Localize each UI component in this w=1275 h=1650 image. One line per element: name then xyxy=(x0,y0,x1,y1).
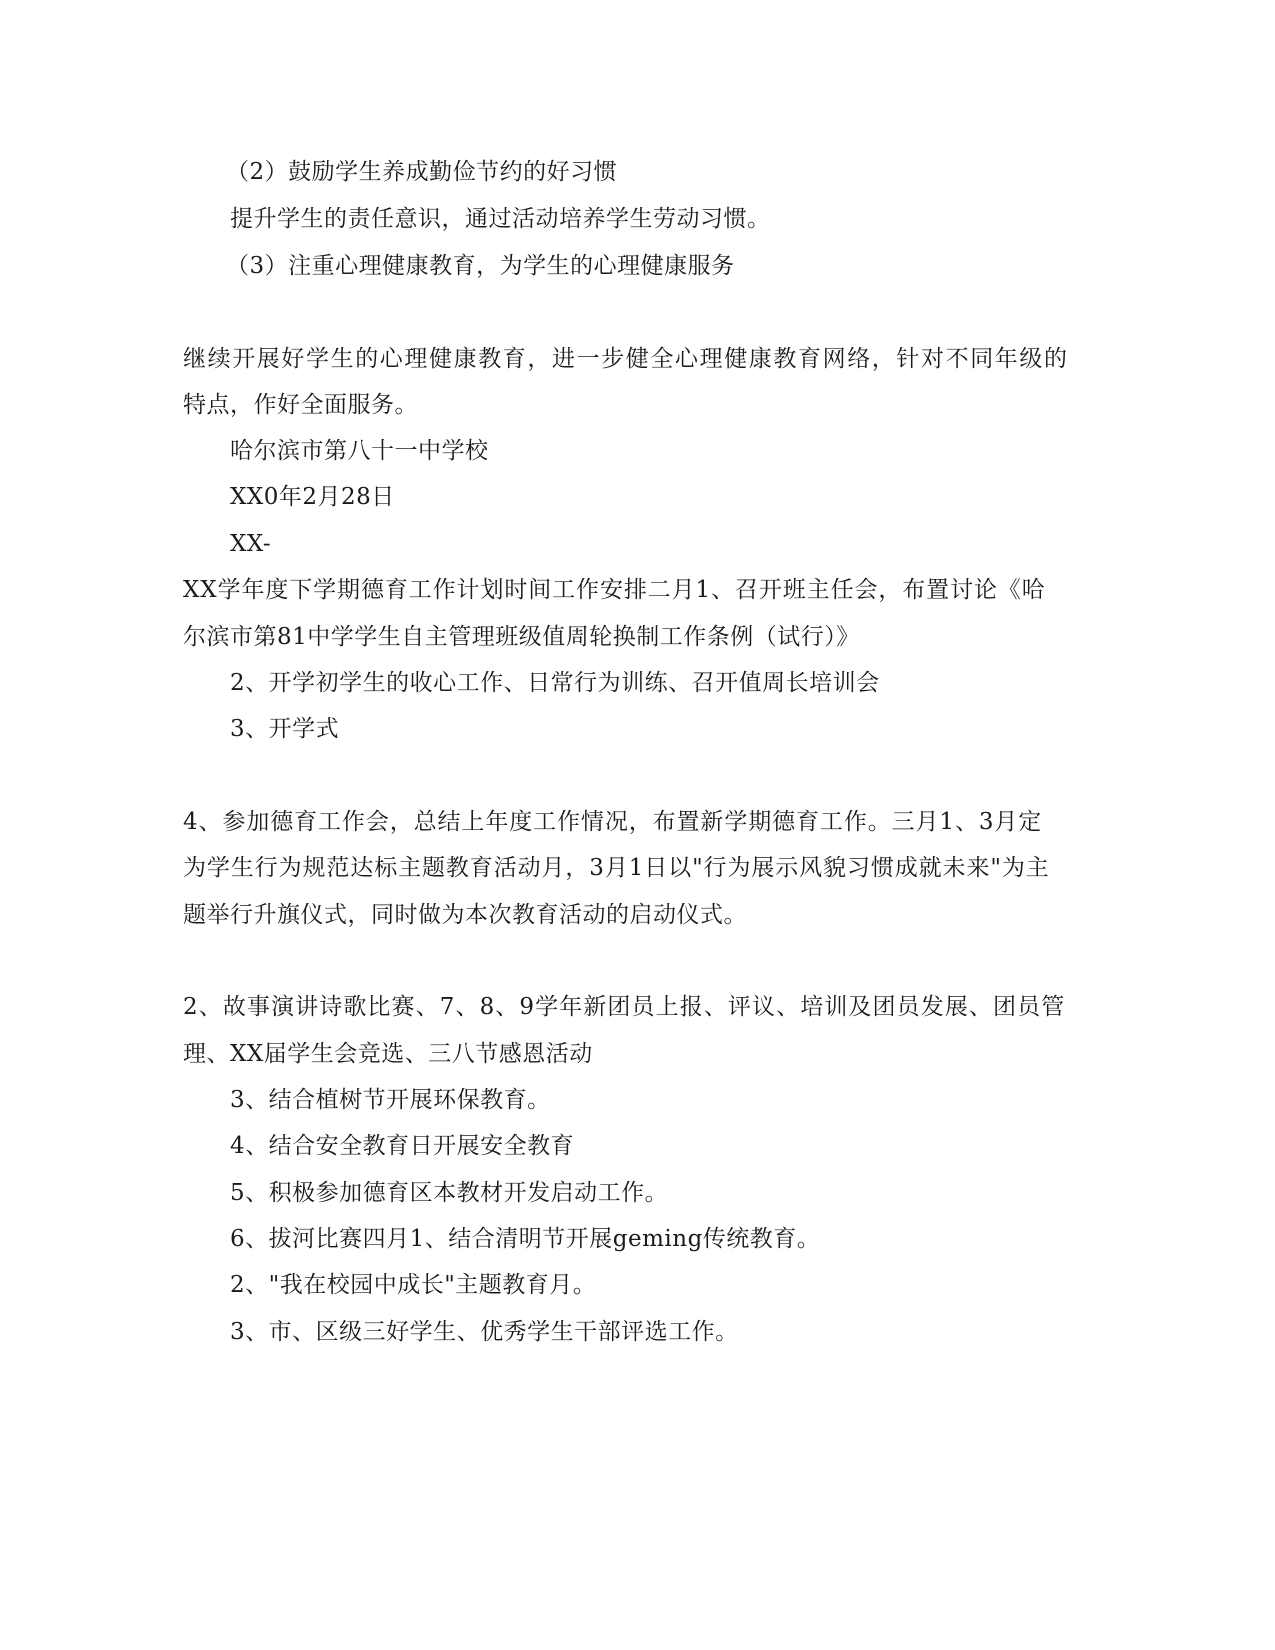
list-item: 3、开学式 xyxy=(230,716,340,742)
list-item: 3、结合植树节开展环保教育。 xyxy=(230,1087,551,1113)
item-mental-health: （3）注重心理健康教育，为学生的心理健康服务 xyxy=(226,253,735,279)
text-responsibility: 提升学生的责任意识，通过活动培养学生劳动习惯。 xyxy=(230,206,771,232)
list-item: 3、市、区级三好学生、优秀学生干部评选工作。 xyxy=(230,1319,739,1345)
list-item: 5、积极参加德育区本教材开发启动工作。 xyxy=(230,1180,669,1206)
list-item: 6、拔河比赛四月1、结合清明节开展geming传统教育。 xyxy=(230,1226,821,1252)
plan-february-line-1: XX学年度下学期德育工作计划时间工作安排二月1、召开班主任会，布置讨论《哈 xyxy=(183,577,1046,603)
list-item: 4、结合安全教育日开展安全教育 xyxy=(230,1133,575,1159)
plan-march-item-2-line-1: 2、故事演讲诗歌比赛、7、8、9学年新团员上报、评议、培训及团员发展、团员管 xyxy=(183,994,1066,1020)
paragraph-mental-health-line-2: 特点，作好全面服务。 xyxy=(183,392,418,418)
plan-march-line-3: 题举行升旗仪式，同时做为本次教育活动的启动仪式。 xyxy=(183,902,747,928)
year-prefix: XX- xyxy=(230,531,272,557)
plan-march-item-2-line-2: 理、XX届学生会竞选、三八节感恩活动 xyxy=(183,1041,593,1067)
plan-march-line-1: 4、参加德育工作会，总结上年度工作情况，布置新学期德育工作。三月1、3月定 xyxy=(183,809,1043,835)
document-date: XX0年2月28日 xyxy=(230,484,395,510)
plan-march-line-2: 为学生行为规范达标主题教育活动月，3月1日以"行为展示风貌习惯成就未来"为主 xyxy=(183,855,1050,881)
school-name: 哈尔滨市第八十一中学校 xyxy=(230,438,489,464)
list-item: 2、开学初学生的收心工作、日常行为训练、召开值周长培训会 xyxy=(230,670,880,696)
list-item: 2、"我在校园中成长"主题教育月。 xyxy=(230,1272,597,1298)
paragraph-mental-health-line-1: 继续开展好学生的心理健康教育，进一步健全心理健康教育网络，针对不同年级的 xyxy=(183,346,1069,372)
item-encourage-thrift: （2）鼓励学生养成勤俭节约的好习惯 xyxy=(226,159,618,185)
plan-february-line-2: 尔滨市第81中学学生自主管理班级值周轮换制工作条例（试行）》 xyxy=(183,624,860,650)
